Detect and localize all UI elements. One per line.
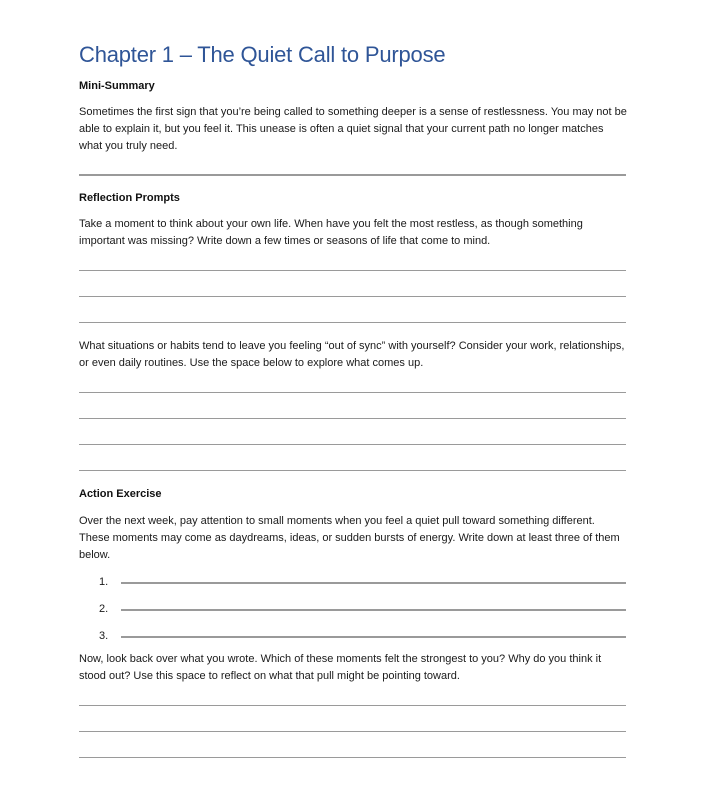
writing-line[interactable]	[79, 296, 626, 297]
mini-summary-text: Sometimes the first sign that you’re being called to something deeper is a sense of restlessness. You may not be able to explain it, but you feel it. This unease is often a quiet signal that your current path no longer matches what you truly need.	[79, 106, 627, 152]
list-item-line[interactable]	[121, 636, 626, 638]
list-item-number: 2.	[99, 603, 109, 615]
writing-line[interactable]	[79, 270, 626, 271]
writing-line[interactable]	[79, 322, 626, 323]
writing-line[interactable]	[79, 392, 626, 393]
list-item-line[interactable]	[121, 609, 626, 611]
chapter-title: Chapter 1 – The Quiet Call to Purpose	[79, 42, 446, 67]
writing-line[interactable]	[79, 705, 626, 706]
writing-line[interactable]	[79, 470, 626, 471]
list-item-line[interactable]	[121, 582, 626, 584]
list-item-number: 1.	[99, 576, 109, 588]
writing-line[interactable]	[79, 731, 626, 732]
list-item-number: 3.	[99, 630, 109, 642]
section-divider	[79, 174, 626, 176]
writing-line[interactable]	[79, 757, 626, 758]
reflection-prompt-2: What situations or habits tend to leave you feeling “out of sync” with yourself? Consider your work, relationships, or even daily routines. Use the space below to explore what comes up.	[79, 340, 625, 369]
action-followup: Now, look back over what you wrote. Which of these moments felt the strongest to you? Why do you think it stood out? Use this space to reflect on what that pull might be pointing toward.	[79, 653, 602, 682]
writing-line[interactable]	[79, 418, 626, 419]
action-heading: Action Exercise	[79, 488, 162, 500]
reflection-prompt-1: Take a moment to think about your own life. When have you felt the most restless, as though something important was missing? Write down a few times or seasons of life that come to mind.	[79, 218, 583, 247]
writing-line[interactable]	[79, 444, 626, 445]
mini-summary-heading: Mini-Summary	[79, 80, 155, 92]
reflection-heading: Reflection Prompts	[79, 192, 180, 204]
action-intro: Over the next week, pay attention to small moments when you feel a quiet pull toward something different. These moments may come as daydreams, ideas, or sudden bursts of energy. Write down at least three of them below.	[79, 515, 620, 561]
